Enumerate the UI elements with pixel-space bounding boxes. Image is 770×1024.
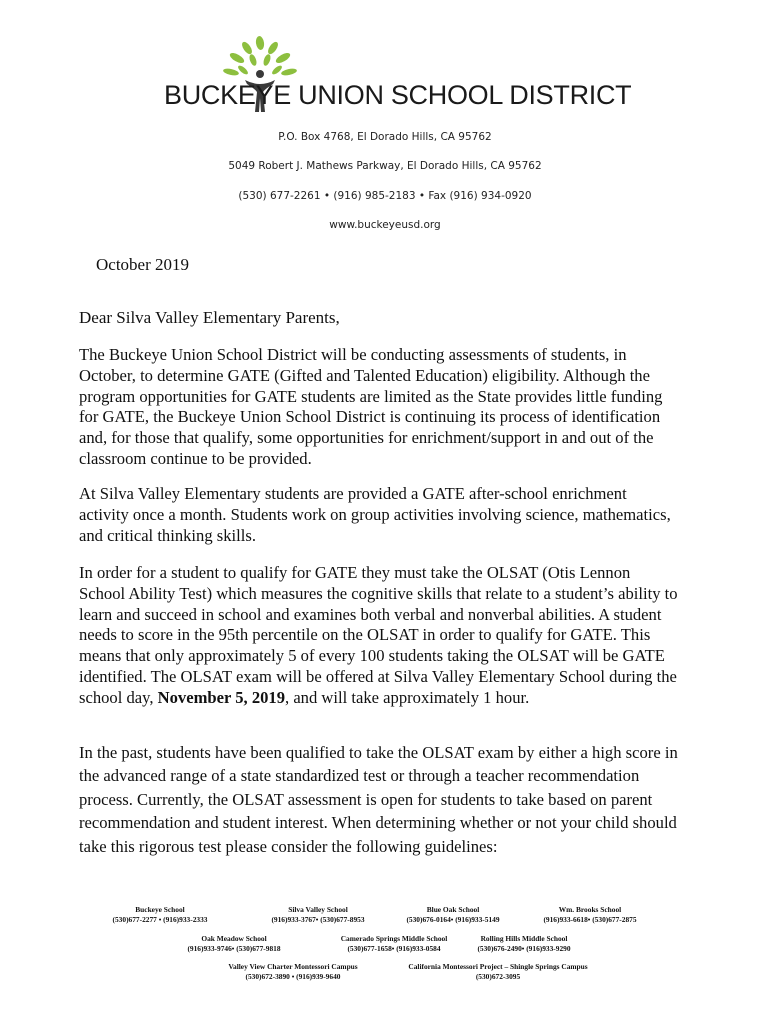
- olsat-text: In order for a student to qualify for GATE they must take the OLSAT (Otis Lennon School Ability Test) which measures the cognitive skills that relate to a student’s ability to learn and succeed in school and examines both verbal and nonverbal abilities. A student needs to score in the 95th percentile on the OLSAT in order to qualify for GATE. This means that only approximately 5 of every 100 students taking the OLSAT will be GATE identified. The OLSAT exam will be offered at Silva Valley Elementary School during the school day,: [79, 563, 678, 707]
- letter-date: October 2019: [96, 255, 190, 274]
- school-contact: Rolling Hills Middle School (530)676-2490• (916)933-9290: [477, 934, 571, 953]
- website-link[interactable]: www.buckeyeusd.org: [329, 219, 441, 231]
- paragraph-intro: The Buckeye Union School District will be conducting assessments of students, in October, to determine GATE (Gifted and Talented Education) eligibility. Although the program opportunities for GATE students are limited as the State provides little funding for GATE, the Buckeye Union School District is continuing its process of identification and, for those that qualify, some opportunities for enrichment/support in and out of the classroom continue to be provided.: [79, 345, 663, 468]
- school-contact: California Montessori Project – Shingle Springs Campus (530)672-3095: [408, 962, 588, 981]
- school-contact: Wm. Brooks School (916)933-6618• (530)677-2875: [543, 905, 637, 924]
- school-contact: Blue Oak School (530)676-0164• (916)933-5149: [406, 905, 500, 924]
- paragraph-olsat: [79, 563, 679, 709]
- olsat-text-end: , and will take approximately 1 hour.: [285, 687, 530, 707]
- address-po-box: P.O. Box 4768, El Dorado Hills, CA 95762: [278, 131, 492, 143]
- address-street: 5049 Robert J. Mathews Parkway, El Dorado Hills, CA 95762: [228, 160, 542, 172]
- school-contact: Oak Meadow School (916)933-9746• (530)677-9818: [187, 934, 281, 953]
- paragraph-qualification: In the past, students have been qualified to take the OLSAT exam by either a high score in the advanced range of a state standardized test or through a teacher recommendation process. Currently, the OLSAT assessment is open for students to take based on parent recommendation and student interest. When determining whether or not your child should take this rigorous test please consider the following guidelines:: [79, 743, 678, 856]
- phone-numbers: (530) 677-2261 • (916) 985-2183 • Fax (916) 934-0920: [238, 190, 532, 202]
- salutation: Dear Silva Valley Elementary Parents,: [79, 308, 340, 327]
- test-date: November 5, 2019: [157, 687, 286, 707]
- paragraph-enrichment: At Silva Valley Elementary students are provided a GATE after-school enrichment activity once a month. Students work on group activities involving science, mathematics, and critical thinking skills.: [79, 484, 671, 545]
- school-contact: Camerado Springs Middle School (530)677-1658• (916)933-0584: [340, 934, 448, 953]
- school-contact: Valley View Charter Montessori Campus (530)672-3890 • (916)939-9640: [228, 962, 358, 981]
- school-contact: Silva Valley School (916)933-3767• (530)677-8953: [271, 905, 365, 924]
- district-name: BUCKEYE UNION SCHOOL DISTRICT: [164, 80, 632, 110]
- school-contact: Buckeye School (530)677-2277 • (916)933-2333: [112, 905, 208, 924]
